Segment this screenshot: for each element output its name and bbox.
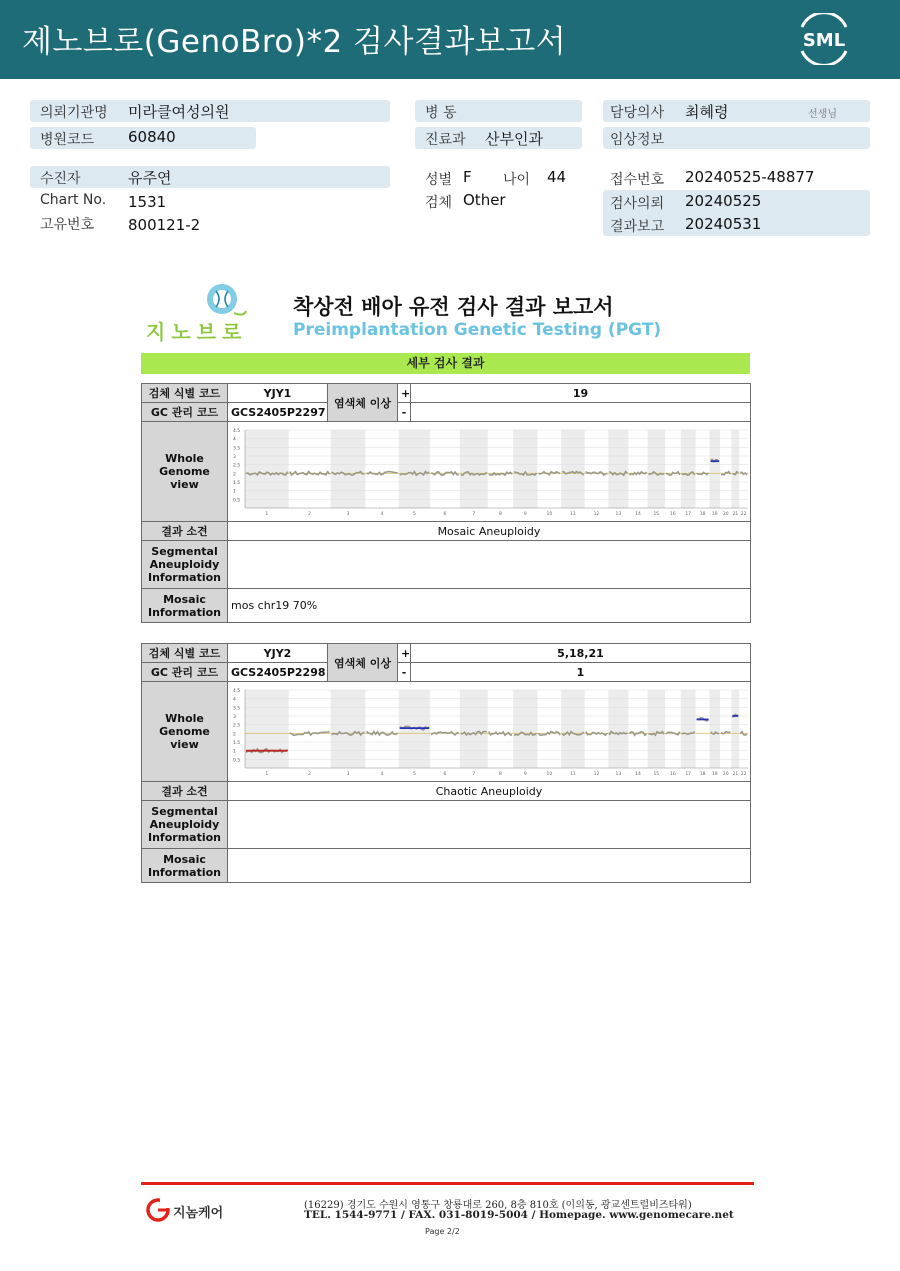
x-tick-label: 18 [699, 772, 706, 777]
sample-code-label: 검체 식별 코드 [142, 644, 228, 663]
chromosome-band [561, 690, 585, 768]
y-tick-label: 1.5 [233, 481, 241, 486]
x-tick-label: 10 [546, 512, 553, 517]
x-tick-label: 10 [546, 772, 553, 777]
x-tick-label: 14 [635, 512, 641, 517]
mosaic-label: Mosaic Information [142, 589, 228, 623]
x-tick-label: 16 [670, 512, 676, 517]
x-tick-label: 20 [722, 512, 729, 517]
chromosome-band [561, 430, 585, 508]
request-date-label: 검사의뢰 [610, 196, 665, 212]
y-tick-label: 0.5 [233, 498, 241, 504]
segmental-value [228, 541, 751, 589]
sample-1-table [141, 383, 751, 623]
chromosome-band [513, 430, 537, 508]
copy-number-trace [431, 472, 459, 475]
loss-value [411, 403, 751, 422]
segmental-label: Segmental Aneuploidy Information [142, 541, 228, 589]
age-label: 나이 [503, 172, 531, 188]
y-tick-label: 3.5 [233, 706, 241, 712]
unique-no-value: 800121-2 [128, 216, 201, 234]
sample-code-value: YJY1 [228, 384, 328, 403]
y-tick-label: 3 [233, 715, 236, 720]
x-tick-label: 11 [570, 772, 576, 777]
x-tick-label: 6 [443, 772, 447, 777]
chromosome-band [245, 430, 289, 508]
x-tick-label: 3 [346, 772, 350, 777]
x-tick-label: 15 [653, 772, 660, 777]
sample-code-label: 검체 식별 코드 [142, 384, 228, 403]
copy-number-trace [489, 732, 512, 736]
result-value: Mosaic Aneuploidy [228, 522, 751, 541]
footer-contact: TEL. 1544-9771 / FAX. 031-8019-5004 / Homepage. www.genomecare.net [304, 1209, 734, 1221]
genobro-logo-icon [196, 281, 248, 321]
doctor-value: 최혜령 [685, 103, 729, 121]
chromosome-band [648, 430, 665, 508]
chromosome-band [331, 690, 366, 768]
hospital-code-value: 60840 [128, 128, 176, 146]
y-tick-label: 3.5 [233, 446, 241, 452]
result-label: 결과 소견 [142, 522, 228, 541]
patient-name-row [30, 166, 390, 188]
x-tick-label: 13 [615, 772, 622, 777]
y-tick-label: 2.5 [233, 723, 241, 729]
whole-genome-label: Whole Genome view [142, 682, 228, 782]
report-title-ko: 착상전 배아 유전 검사 결과 보고서 [293, 295, 614, 319]
y-tick-label: 2 [233, 472, 236, 478]
report-title-en: Preimplantation Genetic Testing (PGT) [293, 320, 662, 340]
chromosome-band [608, 690, 628, 768]
x-tick-label: 3 [346, 512, 350, 517]
gain-sign: + [398, 644, 411, 663]
sample-code-value: YJY2 [228, 644, 328, 663]
x-tick-label: 4 [380, 772, 384, 777]
x-tick-label: 14 [635, 772, 641, 777]
sex-label: 성별 [425, 172, 453, 188]
y-tick-label: 3 [233, 455, 236, 460]
x-tick-label: 18 [699, 512, 706, 517]
y-tick-label: 4.5 [233, 429, 241, 434]
x-tick-label: 17 [685, 772, 692, 777]
gc-code-value: GCS2405P2298 [228, 663, 328, 682]
x-tick-label: 2 [308, 512, 312, 517]
x-tick-label: 15 [653, 512, 660, 517]
institution-label: 의뢰기관명 [40, 105, 108, 121]
chromosome-band [331, 430, 366, 508]
chromosome-band [731, 690, 739, 768]
copy-number-trace [290, 472, 330, 475]
footer-company: 지놈케어 [173, 1206, 224, 1221]
receipt-no-value: 20240525-48877 [685, 168, 815, 186]
x-tick-label: 17 [685, 512, 692, 517]
genobro-logo-text: 지노브로 [146, 320, 248, 344]
patient-name-label: 수진자 [40, 171, 81, 187]
doctor-suffix: 선생님 [808, 109, 837, 120]
unique-no-label: 고유번호 [40, 217, 95, 233]
request-date-value: 20240525 [685, 192, 762, 210]
sml-logo-icon [796, 13, 852, 65]
patient-name-value: 유주연 [128, 169, 172, 187]
gc-code-label: GC 관리 코드 [142, 403, 228, 422]
report-header [0, 0, 900, 79]
receipt-no-label: 접수번호 [610, 172, 665, 188]
x-tick-label: 19 [711, 512, 718, 517]
page-number: Page 2/2 [425, 1227, 460, 1236]
chromosome-band [710, 430, 720, 508]
mosaic-value [228, 849, 751, 883]
specimen-value: Other [463, 191, 506, 209]
x-tick-label: 20 [722, 772, 729, 777]
whole-genome-label: Whole Genome view [142, 422, 228, 522]
x-tick-label: 19 [711, 772, 718, 777]
y-tick-label: 1 [233, 489, 236, 495]
y-tick-label: 4 [233, 437, 236, 443]
chrom-abn-label: 염색체 이상 [328, 644, 398, 682]
chart-no-label: Chart No. [40, 192, 107, 208]
x-tick-label: 21 [732, 512, 739, 517]
copy-number-trace [697, 472, 709, 474]
section-title: 세부 검사 결과 [141, 353, 750, 374]
department-value: 산부인과 [485, 130, 543, 148]
y-tick-label: 2 [233, 732, 236, 738]
x-tick-label: 12 [593, 512, 600, 517]
sample-2-table [141, 643, 751, 883]
chromosome-band [513, 690, 537, 768]
chrom-abn-label: 염색체 이상 [328, 384, 398, 422]
result-label: 결과 소견 [142, 782, 228, 801]
y-tick-label: 4 [233, 697, 236, 703]
sex-value: F [463, 168, 472, 186]
x-tick-label: 6 [443, 512, 447, 517]
chromosome-band [245, 690, 289, 768]
mosaic-value: mos chr19 70% [228, 589, 751, 623]
chromosome-band [460, 690, 488, 768]
chromosome-band [460, 430, 488, 508]
x-tick-label: 11 [570, 512, 576, 517]
report-title: 제노브로(GenoBro)*2 검사결과보고서 [22, 24, 567, 60]
age-value: 44 [547, 168, 567, 186]
y-tick-label: 2.5 [233, 463, 241, 469]
mosaic-label: Mosaic Information [142, 849, 228, 883]
chromosome-band [681, 430, 696, 508]
x-tick-label: 13 [615, 512, 622, 517]
x-tick-label: 8 [498, 512, 502, 517]
x-tick-label: 9 [523, 512, 527, 517]
institution-value: 미라클여성의원 [128, 103, 230, 121]
x-tick-label: 22 [740, 772, 747, 777]
report-date-value: 20240531 [685, 215, 762, 233]
x-tick-label: 16 [670, 772, 676, 777]
chromosome-band [681, 690, 696, 768]
doctor-label: 담당의사 [610, 105, 665, 121]
specimen-label: 검체 [425, 195, 453, 211]
y-tick-label: 1 [233, 749, 236, 755]
chart-no-value: 1531 [128, 193, 167, 211]
x-tick-label: 8 [498, 772, 502, 777]
loss-sign: - [398, 403, 411, 422]
gain-sign: + [398, 384, 411, 403]
x-tick-label: 9 [523, 772, 527, 777]
gain-value: 5,18,21 [411, 644, 751, 663]
chromosome-band [399, 430, 430, 508]
sml-logo-text: SML [802, 30, 846, 51]
x-tick-label: 5 [412, 772, 416, 777]
footer-divider [141, 1182, 754, 1185]
x-tick-label: 1 [265, 772, 269, 777]
gc-code-label: GC 관리 코드 [142, 663, 228, 682]
whole-genome-chart [231, 682, 754, 778]
loss-sign: - [398, 663, 411, 682]
footer-address: (16229) 경기도 수원시 영통구 창룡대로 260, 8층 810호 (이의동, 광교센트럴비즈타워) [304, 1200, 692, 1211]
chromosome-band [731, 430, 739, 508]
gc-code-value: GCS2405P2297 [228, 403, 328, 422]
copy-number-trace [629, 472, 646, 475]
x-tick-label: 4 [380, 512, 384, 517]
hospital-code-label: 병원코드 [40, 132, 95, 148]
result-value: Chaotic Aneuploidy [228, 782, 751, 801]
loss-value: 1 [411, 663, 751, 682]
x-tick-label: 22 [740, 512, 747, 517]
x-tick-label: 5 [412, 512, 416, 517]
x-tick-label: 21 [732, 772, 739, 777]
department-label: 진료과 [425, 132, 466, 148]
x-tick-label: 12 [593, 772, 600, 777]
y-tick-label: 0.5 [233, 758, 241, 764]
segmental-value [228, 801, 751, 849]
x-tick-label: 1 [265, 512, 269, 517]
y-tick-label: 1.5 [233, 741, 241, 746]
chromosome-band [648, 690, 665, 768]
copy-number-trace [489, 472, 512, 475]
y-tick-label: 4.5 [233, 689, 241, 694]
ward-label: 병 동 [425, 105, 457, 121]
whole-genome-chart [231, 422, 754, 518]
x-tick-label: 7 [472, 512, 476, 517]
report-date-label: 결과보고 [610, 219, 665, 235]
x-tick-label: 2 [308, 772, 312, 777]
chromosome-band [608, 430, 628, 508]
clinical-info-label: 임상정보 [610, 132, 665, 148]
genomecare-logo-icon [146, 1198, 170, 1222]
chromosome-band [710, 690, 720, 768]
segmental-label: Segmental Aneuploidy Information [142, 801, 228, 849]
x-tick-label: 7 [472, 772, 476, 777]
gain-value: 19 [411, 384, 751, 403]
